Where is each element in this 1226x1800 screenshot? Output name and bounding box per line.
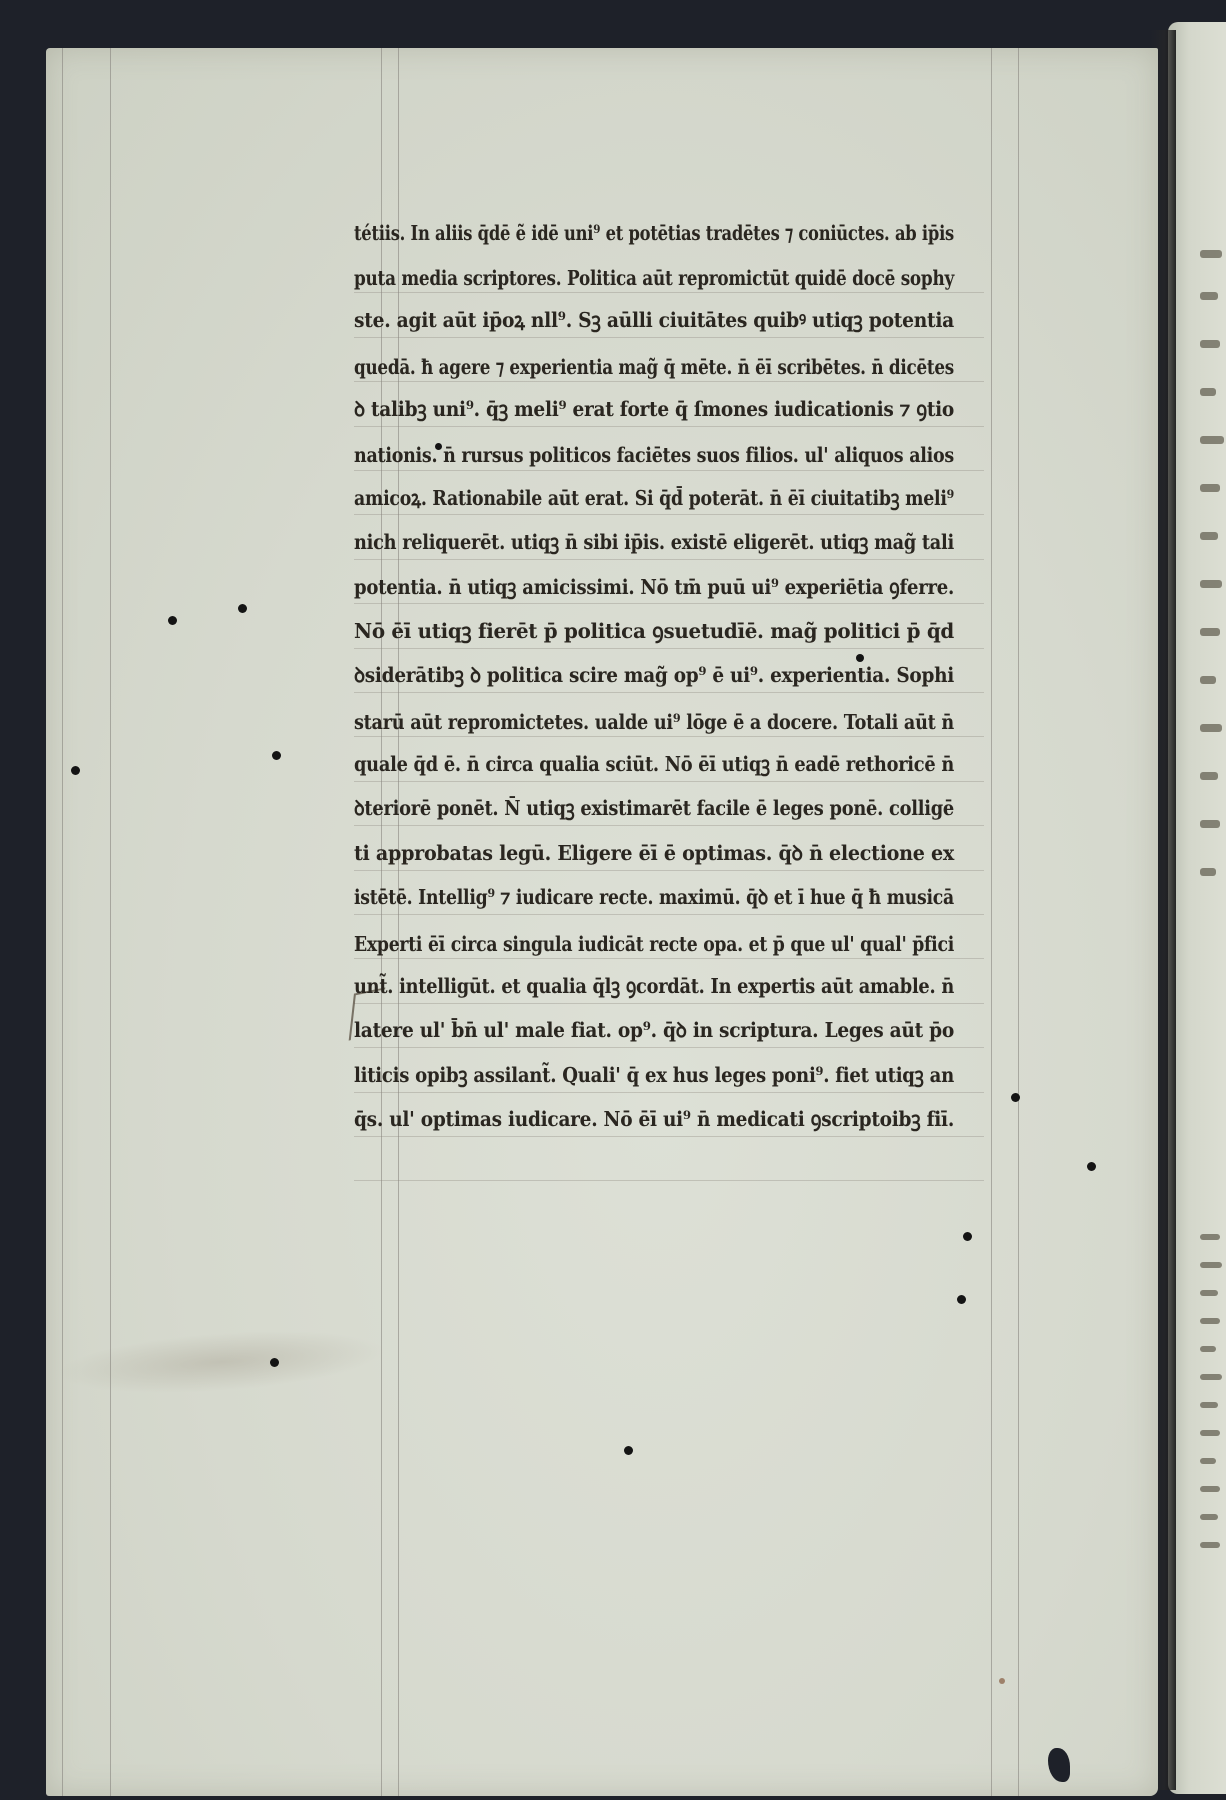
manuscript-line: potentia. n̄ utiqꝫ amicissimi. Nō tm̄ puū ui⁹ experiētia ꝯferre. [354,574,954,599]
adjacent-text-fragment [1200,580,1222,588]
adjacent-text-fragment [1200,1374,1222,1380]
adjacent-text-fragment [1200,868,1216,876]
adjacent-text-fragment [1200,1318,1220,1324]
adjacent-text-fragment [1200,388,1216,396]
manuscript-line: amicoꝝ. Rationabile aūt erat. Si q̄d̄ poterāt. n̄ ēī ciuitatibꝫ meli⁹ [354,485,954,510]
edge-damage [1048,1748,1070,1782]
adjacent-text-fragment [1200,1542,1220,1548]
adjacent-text-fragment [1200,1346,1216,1352]
manuscript-line: quale q̄d ē. n̄ circa qualia sciūt. Nō ēī utiqꝫ n̄ eadē rethoricē n̄ [354,752,954,777]
foxing-spot [999,1678,1005,1684]
manuscript-line: q̄s. ul' optimas iudicare. Nō ēī ui⁹ n̄ medicati ꝯscriptoibꝫ fiī. [354,1107,954,1132]
ink-dot [238,604,247,613]
adjacent-text-fragment [1200,628,1220,636]
ink-dot [71,766,80,775]
adjacent-text-fragment [1200,1402,1218,1408]
manuscript-line: ꝺ talibꝫ uni⁹. q̄ꝫ meli⁹ erat forte q̄ ſmones iudicationis ⁊ ꝯtio [354,396,954,421]
ink-dot [272,751,281,760]
adjacent-text-fragment [1200,724,1222,732]
adjacent-text-fragment [1200,250,1222,258]
manuscript-line: tétiis. In aliis q̄dē ẽ idē uni⁹ et potētias tradētes ⁊ coniūctes. ab ip̄is [354,221,954,246]
manuscript-line: starū aūt repromictetes. ualde ui⁹ lōge ē a docere. Totali aūt n̄ [354,709,954,734]
manuscript-line: ste. agit aūt ip̄oꝝ nll⁹. Sꝫ aūlli ciuitātes quibꝰ utiqꝫ potentia [354,308,954,333]
adjacent-text-fragment [1200,772,1218,780]
adjacent-text-fragment [1200,484,1220,492]
manuscript-line: istētē. Intellig⁹ ⁊ iudicare recte. maximū. q̄ꝺ et ī hue q̄ ħ musicā [354,885,954,910]
ink-dot [270,1358,279,1367]
manuscript-line: nich reliquerēt. utiqꝫ n̄ sibi ip̄is. existē eligerēt. utiqꝫ mag̃ tali [354,530,954,555]
adjacent-text-fragment [1200,292,1218,300]
manuscript-line: Nō ēī utiqꝫ fierēt p̄ politica ꝯsuetudīē. mag̃ politici p̄ q̄d [354,618,954,643]
manuscript-line: latere ul' b̄n̄ ul' male fiat. op⁹. q̄ꝺ in scriptura. Leges aūt p̄o [354,1018,954,1043]
adjacent-text-fragment [1200,1486,1220,1492]
adjacent-text-fragment [1200,1514,1218,1520]
manuscript-line: ꝺsiderātibꝫ ꝺ politica scire mag̃ op⁹ ē ui⁹. experientia. Sophi [354,663,954,688]
ink-dot [957,1295,966,1304]
ink-dot [1087,1162,1096,1171]
ruling-line-vertical [62,48,63,1796]
manuscript-line: ti approbatas legū. Eligere ēī ē optimas. q̄ꝺ n̄ electione ex [354,840,954,865]
manuscript-line: unt̃. intelligūt. et qualia q̄lꝫ ꝯcordāt. In expertis aūt amable. n̄ [354,974,954,999]
adjacent-text-fragment [1200,1290,1218,1296]
manuscript-line: liticis opibꝫ assilant̃. Quali' q̄ ex hus leges poni⁹. fiet utiqꝫ an [354,1062,954,1087]
ink-dot [963,1232,972,1241]
adjacent-text-fragment [1200,676,1216,684]
adjacent-text-fragment [1200,1262,1222,1268]
ruling-line-horizontal [354,1180,984,1181]
adjacent-text-fragment [1200,820,1220,828]
manuscript-line: quedā. ħ agere ⁊ experientia mag̃ q̄ mēte. n̄ ēī scribētes. n̄ dicētes [354,354,954,379]
ruling-line-vertical [991,48,992,1796]
ink-dot [624,1446,633,1455]
manuscript-line: ꝺteriorē ponēt. N̄ utiqꝫ existimarēt facile ē leges ponē. colligē [354,796,954,821]
adjacent-text-fragment [1200,1458,1216,1464]
manuscript-line: puta media scriptores. Politica aūt repromictūt quidē docē sophy [354,265,954,290]
adjacent-text-fragment [1200,1234,1220,1240]
adjacent-text-fragment [1200,1430,1220,1436]
adjacent-text-fragment [1200,532,1218,540]
adjacent-text-fragment [1200,436,1224,444]
ink-dot [1011,1093,1020,1102]
parchment-stain [54,1322,387,1403]
ruling-line-vertical [110,48,111,1796]
manuscript-line: nationis. n̄ rursus politicos faciētes suos filios. ul' aliquos alios [354,443,954,468]
ruling-line-vertical [1018,48,1019,1796]
manuscript-text-block [354,205,984,1137]
ink-dot [168,616,177,625]
adjacent-text-fragment [1200,340,1220,348]
manuscript-line: Experti ēī circa singula iudicāt recte opa. et p̄ que ul' qual' p̄fici [354,931,954,956]
adjacent-folio-edge [1168,22,1226,1794]
